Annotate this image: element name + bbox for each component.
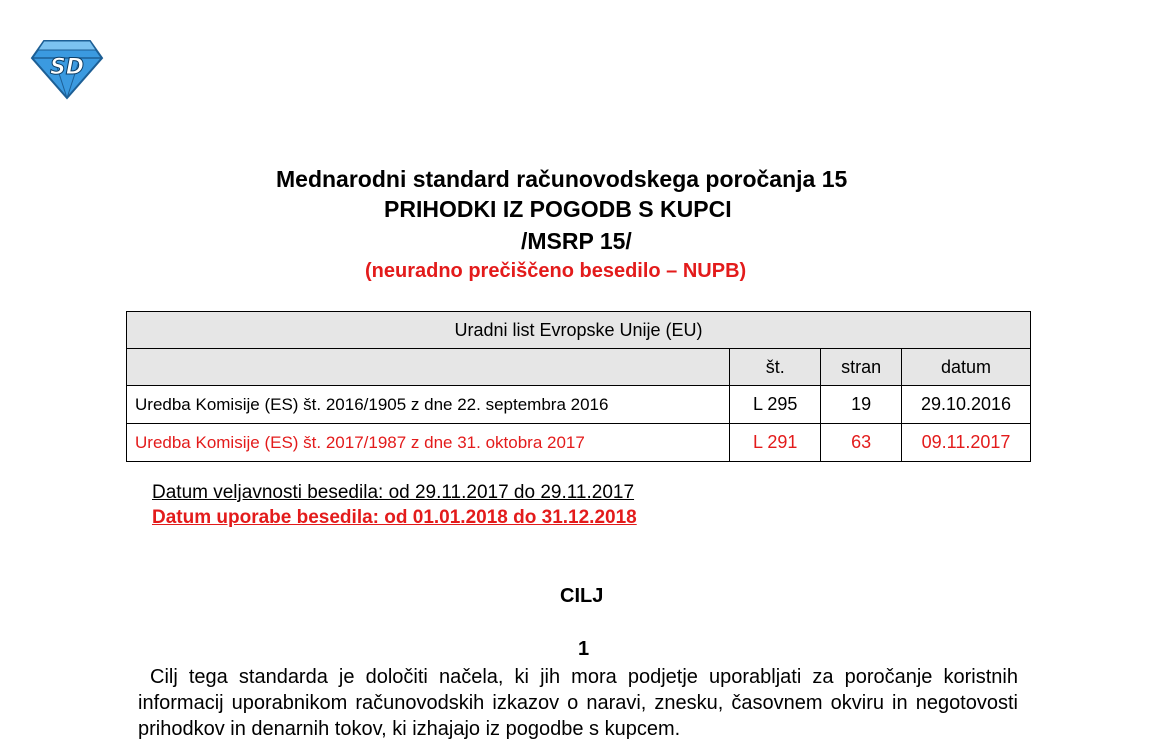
row-stran: 19	[821, 386, 902, 424]
column-header-st: št.	[730, 349, 821, 386]
table-caption: Uradni list Evropske Unije (EU)	[127, 312, 1031, 349]
table-caption-row	[127, 312, 1031, 349]
section-heading: CILJ	[560, 585, 604, 607]
sd-logo	[30, 38, 104, 100]
table-row	[127, 424, 1031, 462]
row-desc: Uredba Komisije (ES) št. 2017/1987 z dne 31. oktobra 2017	[127, 424, 730, 462]
logo-text: SD	[49, 55, 85, 80]
row-desc: Uredba Komisije (ES) št. 2016/1905 z dne 22. septembra 2016	[127, 386, 730, 424]
table-row	[127, 386, 1031, 424]
title-line-3: /MSRP 15/	[521, 228, 632, 254]
title-line-1: Mednarodni standard računovodskega poročanja 15	[276, 166, 848, 192]
table-header-row	[127, 349, 1031, 386]
row-datum: 09.11.2017	[902, 424, 1031, 462]
row-datum: 29.10.2016	[902, 386, 1031, 424]
usage-date: Datum uporabe besedila: od 01.01.2018 do 31.12.2018	[152, 507, 637, 528]
title-line-2: PRIHODKI IZ POGODB S KUPCI	[384, 196, 732, 222]
row-st: L 291	[730, 424, 821, 462]
validity-date: Datum veljavnosti besedila: od 29.11.2017 do 29.11.2017	[152, 482, 635, 503]
official-journal-table	[126, 311, 1031, 462]
column-header-desc	[127, 349, 730, 386]
row-stran: 63	[821, 424, 902, 462]
row-st: L 295	[730, 386, 821, 424]
diamond-logo-icon	[30, 38, 104, 100]
column-header-datum: datum	[902, 349, 1031, 386]
title-subtitle: (neuradno prečiščeno besedilo – NUPB)	[365, 260, 747, 282]
paragraph-text: Cilj tega standarda je določiti načela, ki jih mora podjetje uporabljati za poročanje koristnih informacij uporabnikom računovodskih izkazov o naravi, znesku, časovnem okviru in negotovosti prihodkov in denarnih tokov, ki izhajajo iz pogodbe s kupcem.	[138, 666, 1018, 740]
column-header-stran: stran	[821, 349, 902, 386]
paragraph-number: 1	[578, 638, 590, 660]
